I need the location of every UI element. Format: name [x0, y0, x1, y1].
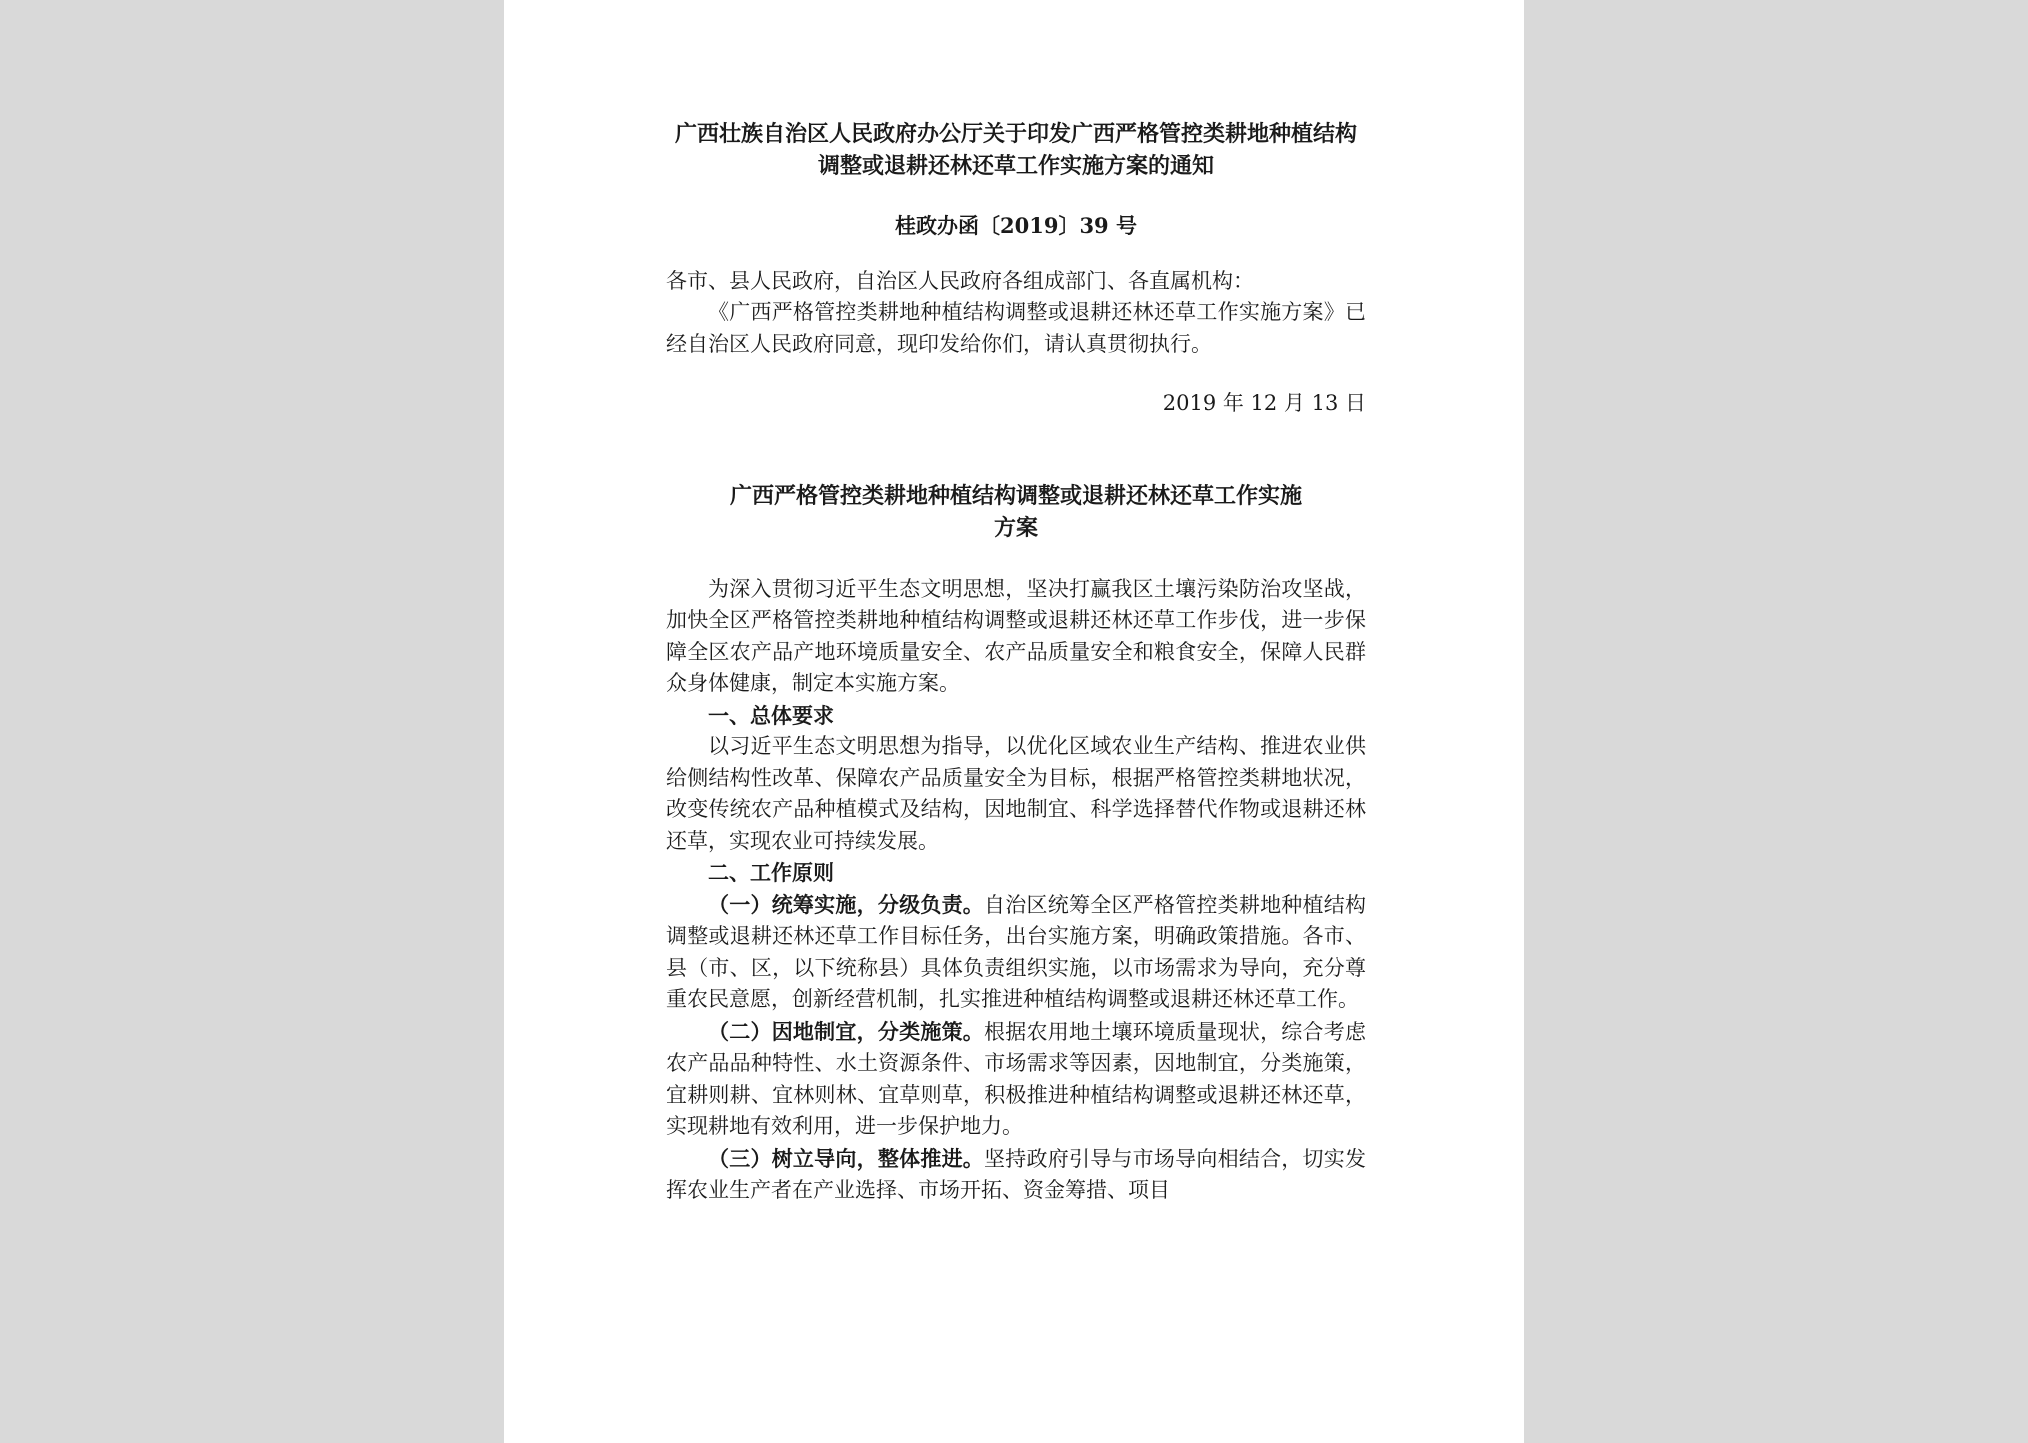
principle-3 [666, 1143, 1366, 1207]
principle-2 [666, 1016, 1366, 1143]
document-page [504, 0, 1524, 1443]
document-number: 桂政办函〔2019〕39 号 [895, 213, 1137, 238]
section-heading-principles: 二、工作原则 [708, 860, 834, 885]
principle-2-body: 根据农用地土壤环境质量现状，综合考虑农产品品种特性、水土资源条件、市场需求等因素，因地制宜，分类施策，宜耕则耕、宜林则林、宜草则草，积极推进种植结构调整或退耕还林还草，实现耕地有效利用，进一步保护地力。 [666, 1019, 1367, 1138]
issue-date: 2019 年 12 月 13 日 [1162, 391, 1366, 415]
section-body-general: 以习近平生态文明思想为指导，以优化区域农业生产结构、推进农业供给侧结构性改革、保障农产品质量安全为目标，根据严格管控类耕地状况，改变传统农产品种植模式及结构，因地制宜、科学选择替代作物或退耕还林还草，实现农业可持续发展。 [666, 734, 1366, 853]
principle-2-lead: （二）因地制宜，分类施策。 [708, 1018, 985, 1044]
document-title: 广西壮族自治区人民政府办公厅关于印发广西严格管控类耕地种植结构调整或退耕还林还草工作实施方案的通知 [674, 121, 1357, 179]
principle-1-lead: （一）统筹实施，分级负责。 [708, 891, 985, 917]
principle-3-lead: （三）树立导向，整体推进。 [708, 1145, 985, 1171]
notice-body: 《广西严格管控类耕地种植结构调整或退耕还林还草工作实施方案》已经自治区人民政府同意，现印发给你们，请认真贯彻执行。 [666, 300, 1366, 356]
page-content [666, 118, 1366, 1207]
principle-1-body: 自治区统筹全区严格管控类耕地种植结构调整或退耕还林还草工作目标任务，出台实施方案，明确政策措施。各市、县（市、区，以下统称县）具体负责组织实施，以市场需求为导向，充分尊重农民意愿，创新经营机制，扎实推进种植结构调整或退耕还林还草工作。 [666, 892, 1367, 1011]
plan-title: 广西严格管控类耕地种植结构调整或退耕还林还草工作实施方案 [729, 482, 1302, 541]
plan-intro: 为深入贯彻习近平生态文明思想，坚决打赢我区土壤污染防治攻坚战，加快全区严格管控类耕地种植结构调整或退耕还林还草工作步伐，进一步保障全区农产品产地环境质量安全、农产品质量安全和粮食安全，保障人民群众身体健康，制定本实施方案。 [666, 576, 1366, 695]
principle-1 [666, 889, 1366, 1016]
addressee: 各市、县人民政府，自治区人民政府各组成部门、各直属机构： [666, 268, 1254, 293]
principle-3-body: 坚持政府引导与市场导向相结合，切实发挥农业生产者在产业选择、市场开拓、资金筹措、项目 [666, 1146, 1367, 1202]
section-heading-general: 一、总体要求 [708, 702, 834, 728]
